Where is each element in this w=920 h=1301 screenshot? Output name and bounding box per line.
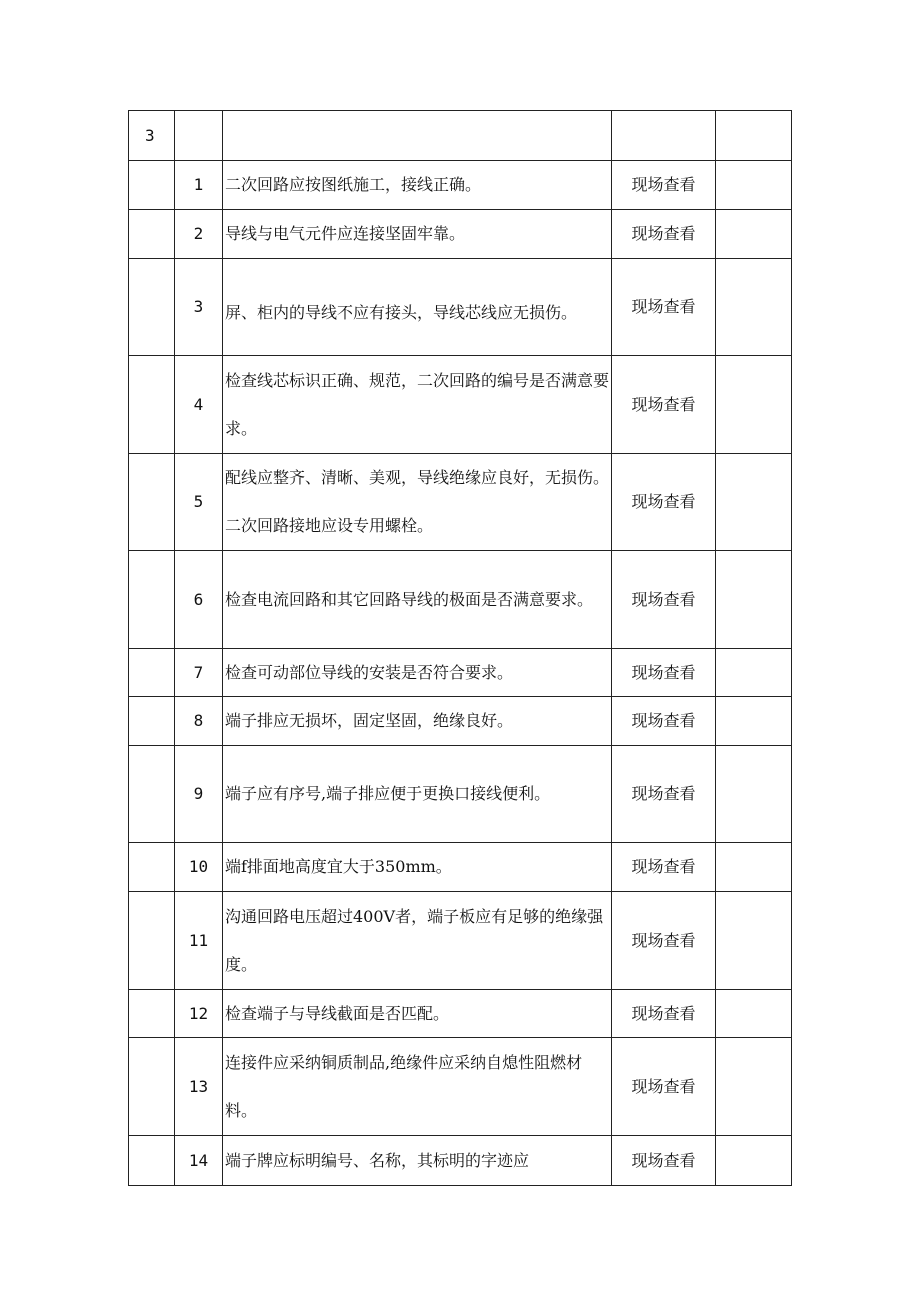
item-number: 5 — [175, 454, 223, 551]
table-row — [129, 990, 792, 1038]
result-cell — [716, 210, 792, 259]
check-method: 现场查看 — [612, 843, 716, 892]
item-number: 7 — [175, 649, 223, 697]
item-number: 10 — [175, 843, 223, 892]
check-method: 现场查看 — [612, 551, 716, 649]
result-cell — [716, 259, 792, 356]
check-method: 现场查看 — [612, 356, 716, 454]
result-cell — [716, 161, 792, 210]
result-cell — [716, 454, 792, 551]
section-header-row — [129, 111, 792, 161]
result-cell — [716, 892, 792, 990]
table-row — [129, 551, 792, 649]
result-cell — [716, 990, 792, 1038]
empty-cell — [223, 111, 612, 161]
item-number: 1 — [175, 161, 223, 210]
section-cell — [129, 259, 175, 356]
check-method: 现场查看 — [612, 892, 716, 990]
section-cell — [129, 551, 175, 649]
item-number: 3 — [175, 259, 223, 356]
result-cell — [716, 649, 792, 697]
item-number: 4 — [175, 356, 223, 454]
item-text: 检查端子与导线截面是否匹配。 — [223, 990, 612, 1038]
check-method: 现场查看 — [612, 259, 716, 356]
table-row — [129, 746, 792, 843]
section-cell — [129, 843, 175, 892]
table-row — [129, 1038, 792, 1136]
item-number: 6 — [175, 551, 223, 649]
item-text: 沟通回路电压超过400V者，端子板应有足够的绝缘强度。 — [223, 892, 612, 990]
item-text: 配线应整齐、清晰、美观，导线绝缘应良好，无损伤。二次回路接地应设专用螺栓。 — [223, 454, 612, 551]
empty-cell — [612, 111, 716, 161]
check-method: 现场查看 — [612, 1136, 716, 1186]
table-row — [129, 259, 792, 356]
item-text: 端子牌应标明编号、名称，其标明的字迹应 — [223, 1136, 612, 1186]
item-text: 屏、柜内的导线不应有接头，导线芯线应无损伤。 — [223, 259, 612, 356]
result-cell — [716, 746, 792, 843]
result-cell — [716, 697, 792, 746]
section-cell — [129, 990, 175, 1038]
table-row — [129, 892, 792, 990]
check-method: 现场查看 — [612, 454, 716, 551]
section-cell — [129, 356, 175, 454]
table-row — [129, 454, 792, 551]
item-number: 11 — [175, 892, 223, 990]
check-method: 现场查看 — [612, 746, 716, 843]
item-number: 13 — [175, 1038, 223, 1136]
table-row — [129, 649, 792, 697]
item-number: 14 — [175, 1136, 223, 1186]
check-method: 现场查看 — [612, 697, 716, 746]
section-cell — [129, 454, 175, 551]
item-number: 12 — [175, 990, 223, 1038]
section-cell — [129, 161, 175, 210]
inspection-table — [128, 110, 792, 1186]
section-cell — [129, 649, 175, 697]
item-number: 9 — [175, 746, 223, 843]
item-text: 二次回路应按图纸施工，接线正确。 — [223, 161, 612, 210]
check-method: 现场查看 — [612, 1038, 716, 1136]
result-cell — [716, 1038, 792, 1136]
section-cell — [129, 746, 175, 843]
section-cell — [129, 1038, 175, 1136]
item-text: 导线与电气元件应连接坚固牢靠。 — [223, 210, 612, 259]
item-text: 端f排面地高度宜大于350mm。 — [223, 843, 612, 892]
result-cell — [716, 356, 792, 454]
section-cell — [129, 1136, 175, 1186]
result-cell — [716, 551, 792, 649]
check-method: 现场查看 — [612, 990, 716, 1038]
check-method: 现场查看 — [612, 649, 716, 697]
result-cell — [716, 843, 792, 892]
section-cell — [129, 210, 175, 259]
item-text: 检查线芯标识正确、规范，二次回路的编号是否满意要求。 — [223, 356, 612, 454]
item-number: 8 — [175, 697, 223, 746]
item-number: 2 — [175, 210, 223, 259]
table-row — [129, 1136, 792, 1186]
item-text: 端子排应无损坏，固定坚固，绝缘良好。 — [223, 697, 612, 746]
check-method: 现场查看 — [612, 161, 716, 210]
check-method: 现场查看 — [612, 210, 716, 259]
item-text: 连接件应采纳铜质制品,绝缘件应采纳自熄性阻燃材料。 — [223, 1038, 612, 1136]
section-cell — [129, 697, 175, 746]
item-text: 端子应有序号,端子排应便于更换口接线便利。 — [223, 746, 612, 843]
empty-cell — [716, 111, 792, 161]
table-row — [129, 356, 792, 454]
item-text: 检查可动部位导线的安装是否符合要求。 — [223, 649, 612, 697]
table-row — [129, 843, 792, 892]
item-text: 检查电流回路和其它回路导线的极面是否满意要求。 — [223, 551, 612, 649]
table-row — [129, 697, 792, 746]
table-row — [129, 210, 792, 259]
section-number: 3 — [129, 111, 175, 161]
section-cell — [129, 892, 175, 990]
result-cell — [716, 1136, 792, 1186]
empty-cell — [175, 111, 223, 161]
table-row — [129, 161, 792, 210]
